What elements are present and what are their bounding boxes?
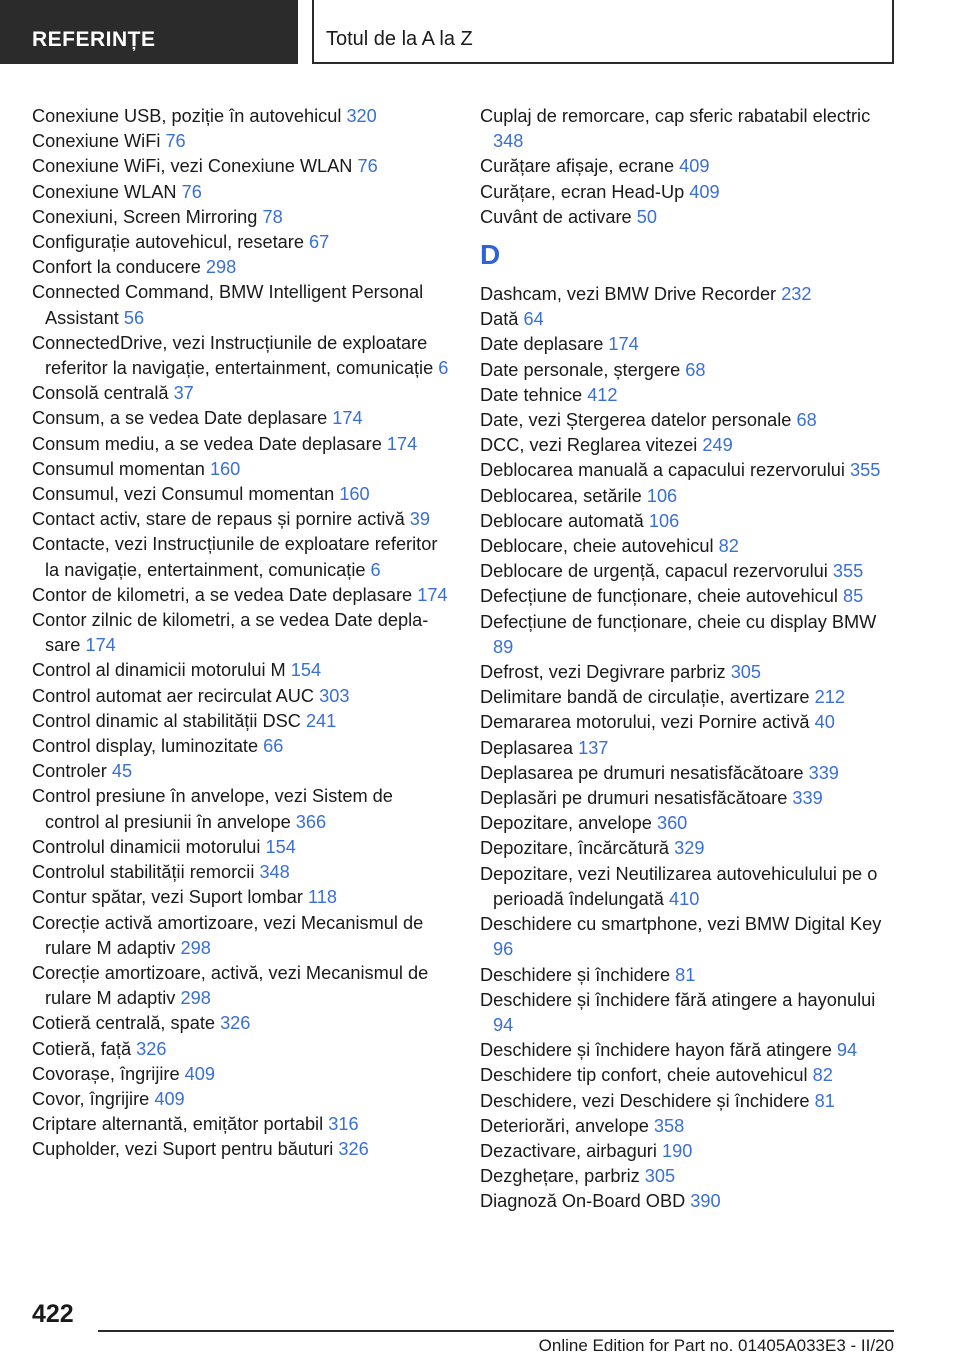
index-entry-text: Deplasarea xyxy=(480,737,574,758)
index-entry-text: Deblocare automată xyxy=(480,510,644,531)
page-reference-link[interactable]: 339 xyxy=(808,762,839,783)
page-reference-link[interactable]: 160 xyxy=(339,484,370,505)
index-entry-text: DCC, vezi Reglarea vitezei xyxy=(480,435,698,456)
page-reference-link[interactable]: 212 xyxy=(814,687,845,708)
page-reference-link[interactable]: 94 xyxy=(836,1040,858,1061)
page-reference-link[interactable]: 6 xyxy=(370,559,381,580)
index-entry-text: Contacte, vezi Instrucțiunile de exploatare referitor la navigație, entertainment, comunicație xyxy=(32,534,438,580)
page-reference-link[interactable]: 390 xyxy=(690,1191,721,1212)
index-entry xyxy=(480,862,898,912)
page-reference-link[interactable]: 241 xyxy=(305,710,337,731)
index-entry-text: Date deplasare xyxy=(480,334,604,355)
index-entry xyxy=(32,734,452,759)
page-reference-link[interactable]: 298 xyxy=(180,988,211,1009)
page-reference-link[interactable]: 76 xyxy=(357,156,378,177)
page-reference-link[interactable]: 81 xyxy=(675,964,696,985)
page-reference-link[interactable]: 82 xyxy=(718,536,739,557)
page-reference-link[interactable]: 174 xyxy=(332,408,363,429)
index-entry xyxy=(480,1139,898,1164)
index-entry-text: Configurație autovehicul, resetare xyxy=(32,232,304,253)
page-reference-link[interactable]: 94 xyxy=(493,1014,514,1035)
page-reference-link[interactable]: 358 xyxy=(653,1115,685,1136)
index-entry-text: Contor de kilometri, a se vedea Date deplasare xyxy=(32,584,413,605)
index-entry xyxy=(32,1087,452,1112)
page-reference-link[interactable]: 329 xyxy=(674,838,705,859)
index-entry xyxy=(480,1189,898,1214)
index-entry-text: Control display, luminozitate xyxy=(32,736,259,757)
page-reference-link[interactable]: 67 xyxy=(309,232,330,253)
index-entry xyxy=(480,660,898,685)
index-entry xyxy=(32,608,452,658)
index-entry xyxy=(32,835,452,860)
page-reference-link[interactable]: 412 xyxy=(587,384,618,405)
index-entry xyxy=(480,205,898,230)
index-entry-text: Deblocare, cheie autovehicul xyxy=(480,536,714,557)
index-entry xyxy=(32,129,452,154)
index-entry xyxy=(32,205,452,230)
index-entry-text: Curățare afișaje, ecrane xyxy=(480,156,675,177)
page-reference-link[interactable]: 6 xyxy=(438,358,449,379)
index-entry-text: Conexiune USB, poziție în autovehicul xyxy=(32,106,342,126)
page-reference-link[interactable]: 339 xyxy=(792,788,823,809)
index-entry xyxy=(480,433,898,458)
index-entry-text: Connected Command, BMW Intelligent Personal Assistant xyxy=(32,282,424,328)
index-entry-text: Deschidere și închidere fără atingere a hayonului xyxy=(480,989,876,1010)
index-entry-text: Contor zilnic de kilometri, a se vedea Date deplasare xyxy=(32,610,429,656)
index-entry xyxy=(480,1164,898,1189)
page-reference-link[interactable]: 355 xyxy=(832,561,864,582)
index-entry-text: Control automat aer recirculat AUC xyxy=(32,685,315,706)
page-reference-link[interactable]: 409 xyxy=(689,181,720,202)
index-entry xyxy=(32,180,452,205)
index-entry xyxy=(480,534,898,559)
page-reference-link[interactable]: 348 xyxy=(259,862,290,883)
page-reference-link[interactable]: 326 xyxy=(338,1139,369,1160)
index-entry xyxy=(480,332,898,357)
page-reference-link[interactable]: 366 xyxy=(295,811,327,832)
index-entry-text: Curățare, ecran Head-Up xyxy=(480,181,685,202)
page-reference-link[interactable]: 106 xyxy=(648,510,680,531)
index-entry xyxy=(480,988,898,1038)
page-reference-link[interactable]: 37 xyxy=(173,383,194,404)
page-reference-link[interactable]: 316 xyxy=(328,1114,359,1135)
footer-divider xyxy=(98,1330,894,1332)
page-reference-link[interactable]: 154 xyxy=(290,660,322,681)
index-entry xyxy=(480,1038,898,1063)
index-entry-text: Depozitare, anvelope xyxy=(480,813,652,834)
index-entry xyxy=(480,610,898,660)
index-entry xyxy=(480,836,898,861)
index-entry xyxy=(480,761,898,786)
index-entry-text: Corecție activă amortizoare, vezi Mecanismul de rulare M adaptiv xyxy=(32,912,424,958)
page-reference-link[interactable]: 85 xyxy=(843,586,864,607)
index-entry xyxy=(480,104,898,154)
index-entry-text: Demararea motorului, vezi Pornire activă xyxy=(480,712,810,733)
index-entry xyxy=(480,559,898,584)
page-reference-link[interactable]: 320 xyxy=(346,106,377,126)
index-entry-text: Defrost, vezi Degivrare parbriz xyxy=(480,662,726,683)
page-number: 422 xyxy=(32,1300,74,1328)
index-entry xyxy=(480,282,898,307)
index-entry xyxy=(480,685,898,710)
index-entry xyxy=(32,507,452,532)
page-reference-link[interactable]: 154 xyxy=(265,836,296,857)
page-reference-link[interactable]: 64 xyxy=(523,309,544,330)
index-entry-text: Deplasarea pe drumuri nesatisfăcătoare xyxy=(480,762,804,783)
index-entry xyxy=(32,331,452,381)
index-entry-text: Diagnoză On-Board OBD xyxy=(480,1191,686,1212)
index-entry xyxy=(480,509,898,534)
index-entry-text: Date tehnice xyxy=(480,384,583,405)
index-entry xyxy=(480,912,898,962)
page-reference-link[interactable]: 76 xyxy=(165,131,186,152)
index-entry-text: Consumul, vezi Consumul momentan xyxy=(32,484,335,505)
index-entry xyxy=(480,154,898,179)
index-entry xyxy=(480,811,898,836)
page-reference-link[interactable]: 68 xyxy=(685,359,706,380)
page-reference-link[interactable]: 410 xyxy=(668,888,700,909)
page-reference-link[interactable]: 298 xyxy=(205,257,237,278)
index-entry-text: Consum, a se vedea Date deplasare xyxy=(32,408,328,429)
index-entry-text: Controlul stabilității remorcii xyxy=(32,862,255,883)
index-entry-text: Contact activ, stare de repaus și pornire activă xyxy=(32,509,405,530)
index-entry xyxy=(480,408,898,433)
index-entry-text: ConnectedDrive, vezi Instrucțiunile de exploatare referitor la navigație, entertainment, comunicație xyxy=(32,332,434,379)
page-reference-link[interactable]: 160 xyxy=(209,458,241,479)
index-column-left xyxy=(32,104,452,1163)
index-entry xyxy=(480,358,898,383)
index-entry xyxy=(32,1011,452,1036)
index-entry xyxy=(480,1063,898,1088)
index-entry xyxy=(32,684,452,709)
page-header xyxy=(0,0,960,64)
index-entry-text: Dashcam, vezi BMW Drive Recorder xyxy=(480,284,777,305)
page-reference-link[interactable]: 137 xyxy=(578,737,609,758)
chapter-title: Totul de la A la Z xyxy=(312,0,894,64)
index-entry xyxy=(32,911,452,961)
index-group-d xyxy=(480,282,898,1215)
index-entry-text: Cuplaj de remorcare, cap sferic rabatabil electric xyxy=(480,106,871,126)
index-entry xyxy=(32,784,452,834)
index-entry xyxy=(32,280,452,330)
page-reference-link[interactable]: 56 xyxy=(123,307,145,328)
index-entry-text: Controler xyxy=(32,761,107,782)
index-entry xyxy=(480,484,898,509)
page-reference-link[interactable]: 409 xyxy=(184,1063,215,1084)
index-entry-text: Deschidere și închidere hayon fără atingere xyxy=(480,1040,832,1061)
index-entry-text: Cotieră centrală, spate xyxy=(32,1013,215,1034)
index-entry-text: Criptare alternantă, emițător portabil xyxy=(32,1114,324,1135)
index-entry-text: Conexiuni, Screen Mirroring xyxy=(32,206,258,227)
index-entry xyxy=(480,710,898,735)
index-entry-text: Controlul dinamicii motorului xyxy=(32,836,261,857)
index-entry-text: Conexiune WLAN xyxy=(32,181,177,202)
index-entry xyxy=(32,583,452,608)
index-entry-text: Covorașe, îngrijire xyxy=(32,1063,180,1084)
index-entry-text: Depozitare, încărcătură xyxy=(480,838,670,859)
index-entry xyxy=(480,786,898,811)
index-letter-heading: D xyxy=(480,239,501,271)
index-entry-text: Contur spătar, vezi Suport lombar xyxy=(32,887,303,908)
page-reference-link[interactable]: 40 xyxy=(814,712,835,733)
index-entry-text: Control dinamic al stabilității DSC xyxy=(32,710,301,731)
index-entry-text: Depozitare, vezi Neutilizarea autovehiculului pe o perioadă îndelungată xyxy=(480,863,878,909)
index-entry xyxy=(32,1137,452,1162)
page-reference-link[interactable]: 232 xyxy=(781,284,812,305)
index-entry-text: Cotieră, față xyxy=(32,1038,132,1059)
page-reference-link[interactable]: 409 xyxy=(679,156,710,177)
index-entry-text: Control al dinamicii motorului M xyxy=(32,660,286,681)
index-column-right xyxy=(480,104,898,1215)
index-entry-text: Deschidere tip confort, cheie autovehicul xyxy=(480,1065,808,1086)
index-entry-text: Conexiune WiFi, vezi Conexiune WLAN xyxy=(32,156,353,177)
index-entry-text: Deteriorări, anvelope xyxy=(480,1115,649,1136)
index-entry-text: Consumul momentan xyxy=(32,458,205,479)
index-entry-text: Dată xyxy=(480,309,519,330)
index-entry xyxy=(480,180,898,205)
page-reference-link[interactable]: 76 xyxy=(181,181,202,202)
index-entry xyxy=(32,230,452,255)
index-entry xyxy=(32,432,452,457)
index-entry xyxy=(32,759,452,784)
index-entry xyxy=(480,963,898,988)
index-entry-text: Deplasări pe drumuri nesatisfăcătoare xyxy=(480,788,788,809)
edition-note: Online Edition for Part no. 01405A033E3 - II/20 xyxy=(538,1336,894,1355)
page-reference-link[interactable]: 348 xyxy=(493,131,524,152)
page-reference-link[interactable]: 50 xyxy=(636,206,657,227)
index-entry-text: Deschidere și închidere xyxy=(480,964,671,985)
page-reference-link[interactable]: 303 xyxy=(319,685,350,706)
index-entry-text: Deblocarea manuală a capacului rezervorului xyxy=(480,460,845,481)
page-reference-link[interactable]: 190 xyxy=(661,1140,693,1161)
index-entry xyxy=(32,482,452,507)
page-reference-link[interactable]: 305 xyxy=(644,1166,676,1187)
index-entry-text: Corecție amortizoare, activă, vezi Mecanismul de rulare M adaptiv xyxy=(32,962,429,1009)
index-entry-text: Control presiune în anvelope, vezi Sistem de control al presiunii în anvelope xyxy=(32,786,393,832)
page-reference-link[interactable]: 39 xyxy=(409,509,430,530)
page-reference-link[interactable]: 118 xyxy=(307,887,337,908)
index-entry xyxy=(32,104,452,129)
index-entry-text: Consum mediu, a se vedea Date deplasare xyxy=(32,433,382,454)
index-entry xyxy=(32,709,452,734)
page-reference-link[interactable]: 82 xyxy=(812,1065,833,1086)
index-entry xyxy=(32,1062,452,1087)
index-entry-text: Dezghețare, parbriz xyxy=(480,1166,640,1187)
index-entry xyxy=(480,307,898,332)
index-entry xyxy=(480,458,898,483)
index-entry xyxy=(32,658,452,683)
page-reference-link[interactable]: 45 xyxy=(111,761,133,782)
index-entry-text: Cuvânt de activare xyxy=(480,206,632,227)
index-entry-text: Deblocarea, setările xyxy=(480,485,642,506)
section-title: REFERINȚE xyxy=(0,0,298,64)
index-entry xyxy=(32,255,452,280)
index-entry-text: Covor, îngrijire xyxy=(32,1088,150,1109)
page-reference-link[interactable]: 174 xyxy=(608,334,639,355)
page-reference-link[interactable]: 360 xyxy=(656,813,688,834)
page-reference-link[interactable]: 68 xyxy=(796,410,817,431)
page-reference-link[interactable]: 409 xyxy=(154,1088,185,1109)
index-entry xyxy=(480,1089,898,1114)
index-entry xyxy=(32,1112,452,1137)
index-entry-text: Defecțiune de funcționare, cheie cu display BMW xyxy=(480,611,877,632)
page-reference-link[interactable]: 174 xyxy=(386,433,418,454)
page-reference-link[interactable]: 249 xyxy=(702,435,733,456)
index-entry xyxy=(32,457,452,482)
index-entry xyxy=(480,584,898,609)
index-group-c xyxy=(480,104,898,230)
index-entry-text: Deblocare de urgență, capacul rezervorului xyxy=(480,561,828,582)
index-entry-text: Date personale, ștergere xyxy=(480,359,681,380)
index-entry xyxy=(480,1114,898,1139)
page-reference-link[interactable]: 305 xyxy=(730,662,762,683)
page-reference-link[interactable]: 96 xyxy=(493,939,514,960)
index-entry-text: Conexiune WiFi xyxy=(32,131,161,152)
page-reference-link[interactable]: 298 xyxy=(180,937,211,958)
index-entry-text: Defecțiune de funcționare, cheie autovehicul xyxy=(480,586,838,607)
index-entry-text: Date, vezi Ștergerea datelor personale xyxy=(480,410,792,431)
page-reference-link[interactable]: 174 xyxy=(417,584,448,605)
page-reference-link[interactable]: 355 xyxy=(850,460,881,481)
index-entry xyxy=(480,736,898,761)
index-entry xyxy=(480,383,898,408)
page-reference-link[interactable]: 78 xyxy=(262,206,283,227)
index-entry-text: Deschidere, vezi Deschidere și închidere xyxy=(480,1090,810,1111)
index-entry xyxy=(32,885,452,910)
index-entry xyxy=(32,406,452,431)
index-entry xyxy=(32,154,452,179)
page-reference-link[interactable]: 66 xyxy=(263,736,284,757)
index-entry-text: Confort la conducere xyxy=(32,257,201,278)
index-entry xyxy=(32,532,452,582)
index-entry xyxy=(32,381,452,406)
page-reference-link[interactable]: 326 xyxy=(136,1038,167,1059)
index-entry-text: Deschidere cu smartphone, vezi BMW Digital Key xyxy=(480,914,882,935)
index-entry xyxy=(32,860,452,885)
index-entry-text: Cupholder, vezi Suport pentru băuturi xyxy=(32,1139,334,1160)
page-reference-link[interactable]: 326 xyxy=(220,1013,251,1034)
page-reference-link[interactable]: 89 xyxy=(493,636,514,657)
page-reference-link[interactable]: 106 xyxy=(646,485,678,506)
index-entry-text: Consolă centrală xyxy=(32,383,169,404)
index-entry xyxy=(32,961,452,1011)
index-entry-text: Dezactivare, airbaguri xyxy=(480,1140,657,1161)
index-entry xyxy=(32,1037,452,1062)
page-reference-link[interactable]: 174 xyxy=(85,635,116,656)
index-entry-text: Delimitare bandă de circulație, avertizare xyxy=(480,687,810,708)
page-reference-link[interactable]: 81 xyxy=(814,1090,835,1111)
